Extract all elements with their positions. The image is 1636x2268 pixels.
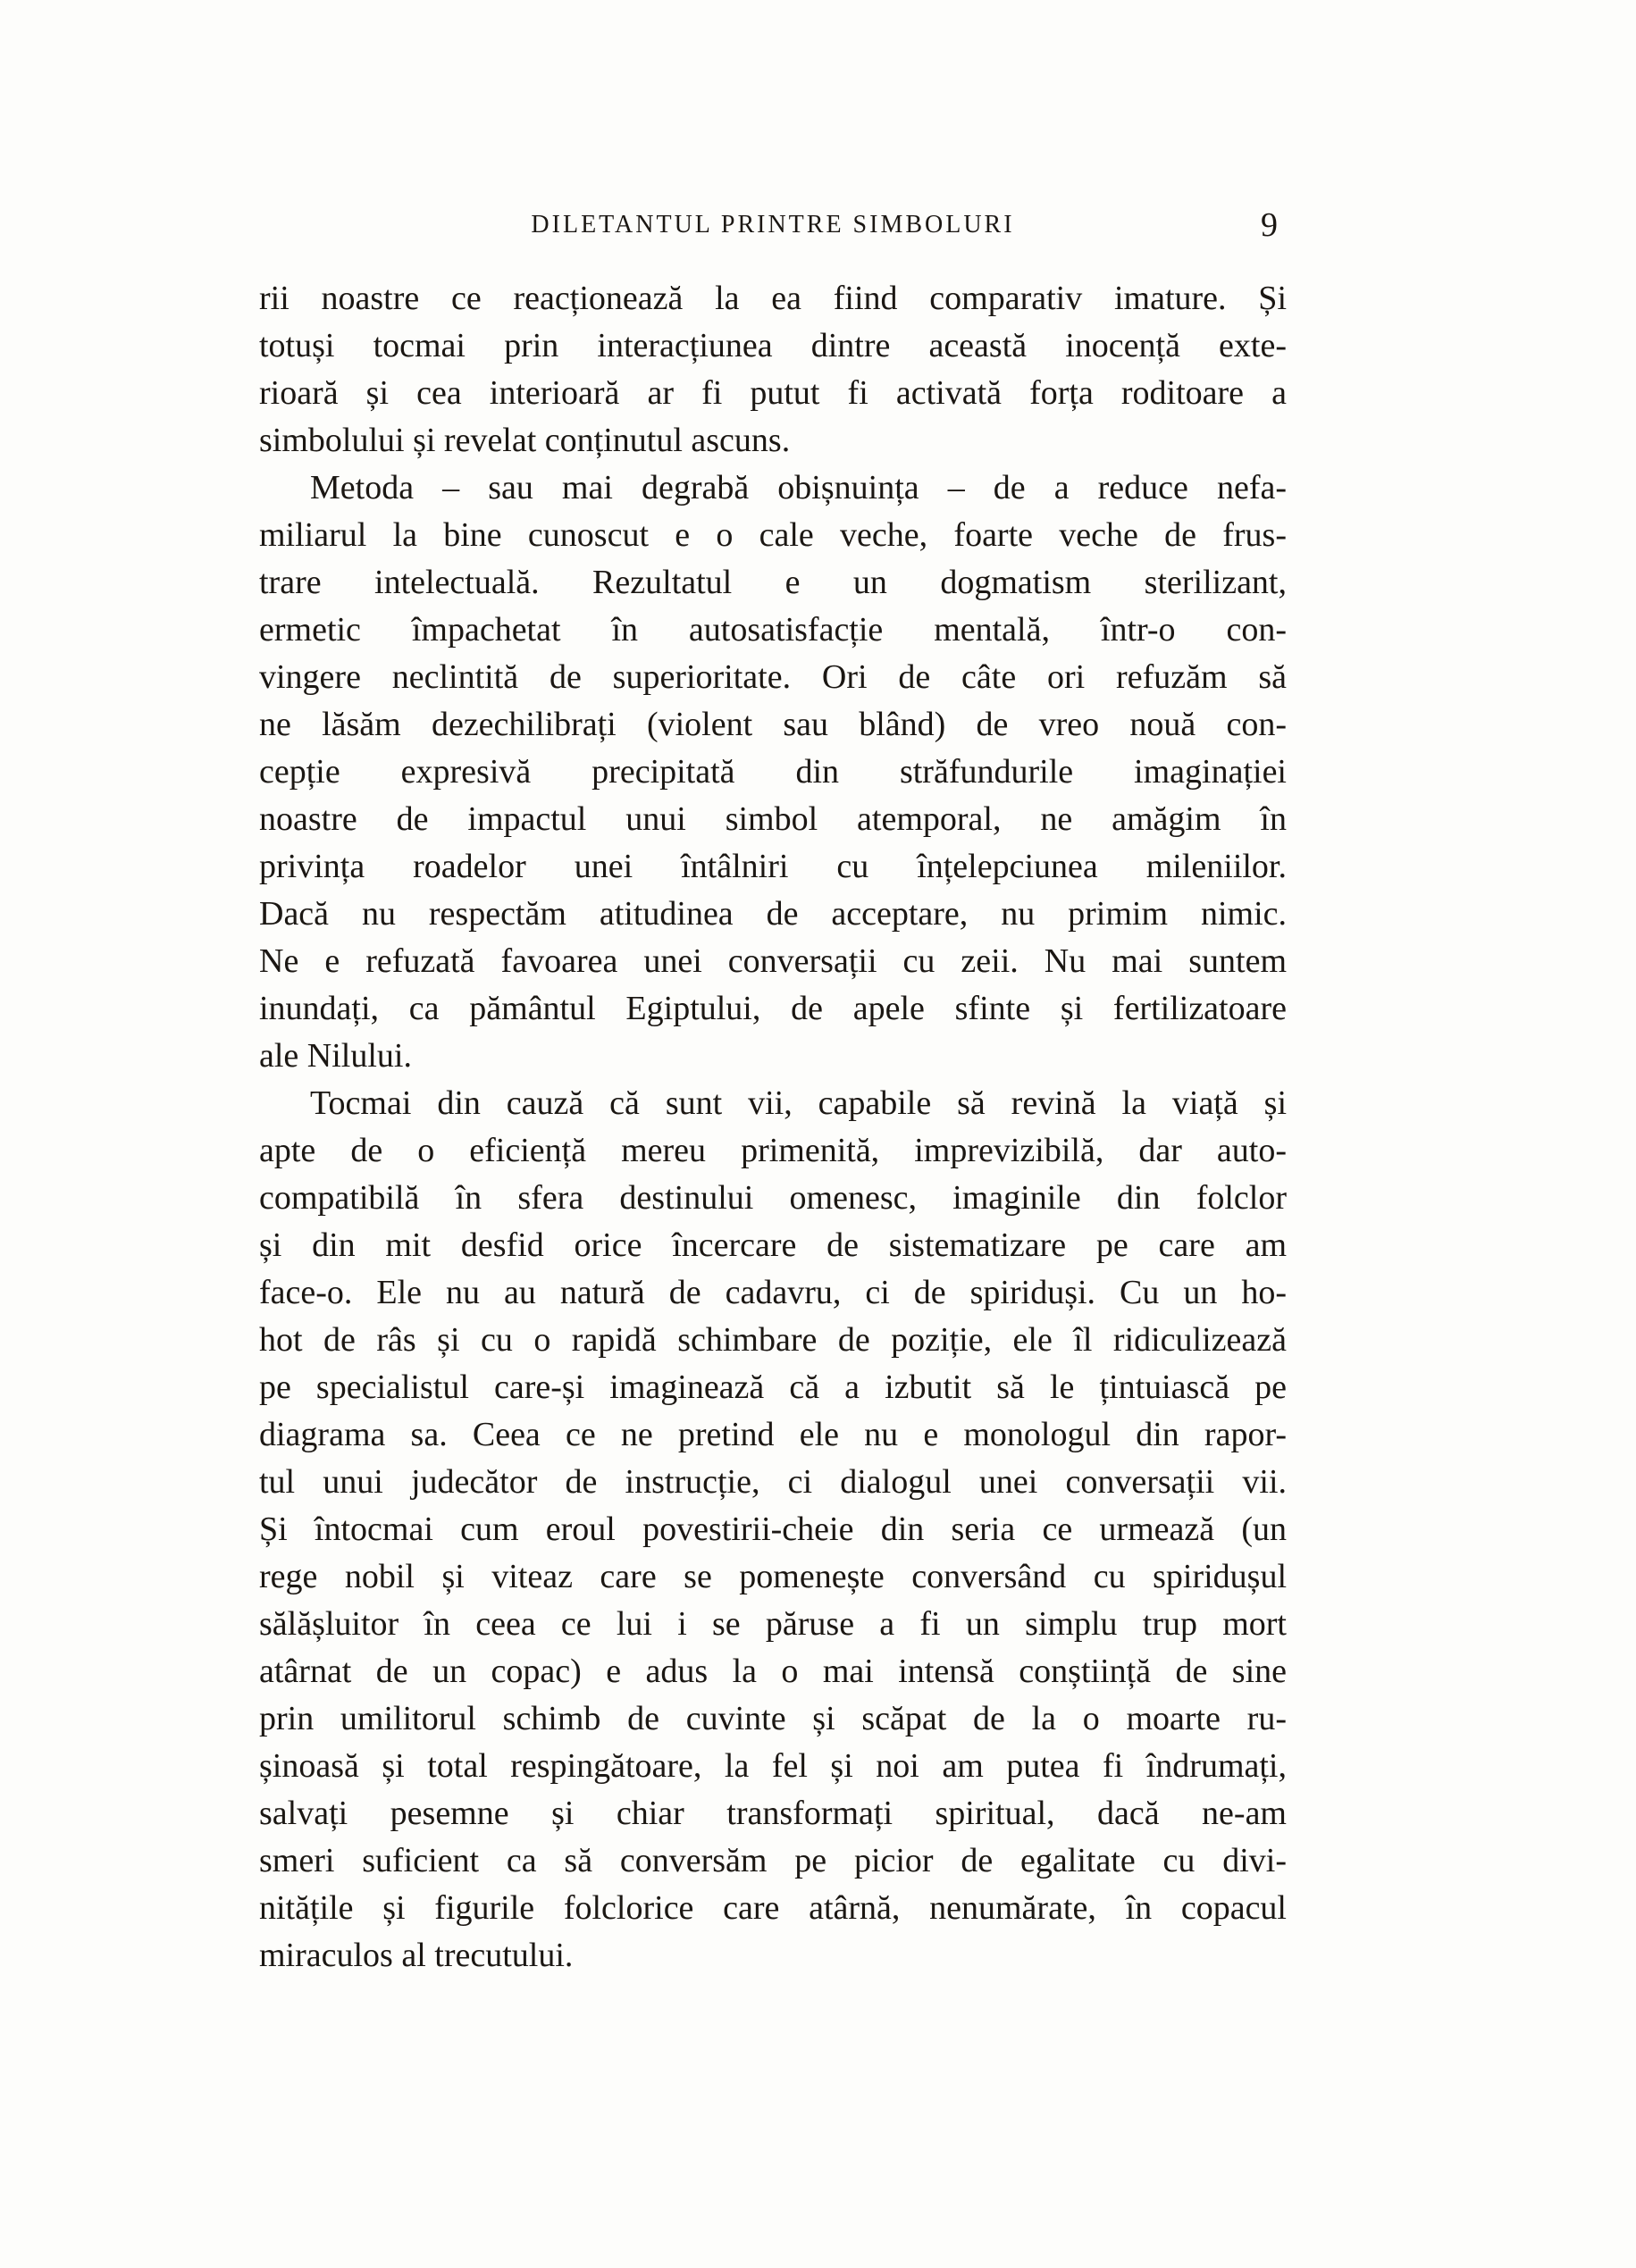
text-line: nitățile și figurile folclorice care atârnă, nenumărate, în copacul (259, 1889, 1287, 1927)
text-line: ale Nilului. (259, 1037, 412, 1075)
text-line: șinoasă și total respingătoare, la fel și noi am putea fi îndrumați, (259, 1747, 1287, 1785)
page-body (259, 275, 1287, 1979)
text-line: privința roadelor unei întâlniri cu înțelepciunea mileniilor. (259, 848, 1287, 885)
text-line: tul unui judecător de instrucție, ci dialogul unei conversații vii. (259, 1463, 1287, 1501)
page-number: 9 (1261, 206, 1278, 244)
text-line: hot de râs și cu o rapidă schimbare de poziție, ele îl ridiculizează (259, 1321, 1287, 1359)
text-line: noastre de impactul unui simbol atemporal, ne amăgim în (259, 800, 1287, 838)
text-line: totuși tocmai prin interacțiunea dintre această inocență exte- (259, 327, 1287, 364)
text-line: ne lăsăm dezechilibrați (violent sau blând) de vreo nouă con- (259, 706, 1287, 743)
paragraph (259, 464, 1287, 1080)
text-line: simbolului și revelat conținutul ascuns. (259, 422, 791, 459)
text-line: sălășluitor în ceea ce lui i se păruse a fi un simplu trup mort (259, 1605, 1287, 1643)
text-line: rege nobil și viteaz care se pomenește conversând cu spiridușul (259, 1558, 1287, 1595)
text-column (259, 206, 1287, 1979)
text-line: compatibilă în sfera destinului omenesc, imaginile din folclor (259, 1179, 1287, 1217)
text-line: miraculos al trecutului. (259, 1937, 574, 1974)
text-line: cepție expresivă precipitată din străfundurile imaginației (259, 753, 1287, 791)
text-line: trare intelectuală. Rezultatul e un dogmatism sterilizant, (259, 564, 1287, 601)
text-line: Dacă nu respectăm atitudinea de acceptare, nu primim nimic. (259, 895, 1287, 933)
text-line: apte de o eficiență mereu primenită, imprevizibilă, dar auto- (259, 1132, 1287, 1169)
text-line: atârnat de un copac) e adus la o mai intensă conștiință de sine (259, 1653, 1287, 1690)
text-line: Metoda – sau mai degrabă obișnuința – de a reduce nefa- (310, 469, 1287, 506)
text-line: inundați, ca pământul Egiptului, de apele sfinte și fertilizatoare (259, 990, 1287, 1027)
text-line: Și întocmai cum eroul povestirii-cheie din seria ce urmează (un (259, 1511, 1287, 1548)
text-line: ermetic împachetat în autosatisfacție mentală, într-o con- (259, 611, 1287, 649)
paragraph (259, 1080, 1287, 1979)
text-line: și din mit desfid orice încercare de sistematizare pe care am (259, 1226, 1287, 1264)
text-line: Ne e refuzată favoarea unei conversații cu zeii. Nu mai suntem (259, 942, 1287, 980)
text-line: pe specialistul care-și imaginează că a izbutit să le țintuiască pe (259, 1368, 1287, 1406)
page-header (259, 206, 1287, 275)
text-line: smeri suficient ca să conversăm pe picior de egalitate cu divi- (259, 1842, 1287, 1879)
text-line: vingere neclintită de superioritate. Ori de câte ori refuzăm să (259, 658, 1287, 696)
text-line: miliarul la bine cunoscut e o cale veche, foarte veche de frus- (259, 516, 1287, 554)
text-line: rii noastre ce reacționează la ea fiind comparativ imature. Și (259, 280, 1287, 317)
text-line: Tocmai din cauză că sunt vii, capabile să revină la viață și (310, 1084, 1287, 1122)
paragraph (259, 275, 1287, 464)
text-line: prin umilitorul schimb de cuvinte și scăpat de la o moarte ru- (259, 1700, 1287, 1737)
text-line: rioară și cea interioară ar fi putut fi activată forța roditoare a (259, 374, 1287, 412)
text-line: diagrama sa. Ceea ce ne pretind ele nu e monologul din rapor- (259, 1416, 1287, 1453)
running-title: DILETANTUL PRINTRE SIMBOLURI (531, 211, 1015, 239)
text-line: face-o. Ele nu au natură de cadavru, ci de spiriduși. Cu un ho- (259, 1274, 1287, 1311)
text-line: salvați pesemne și chiar transformați spiritual, dacă ne-am (259, 1795, 1287, 1832)
